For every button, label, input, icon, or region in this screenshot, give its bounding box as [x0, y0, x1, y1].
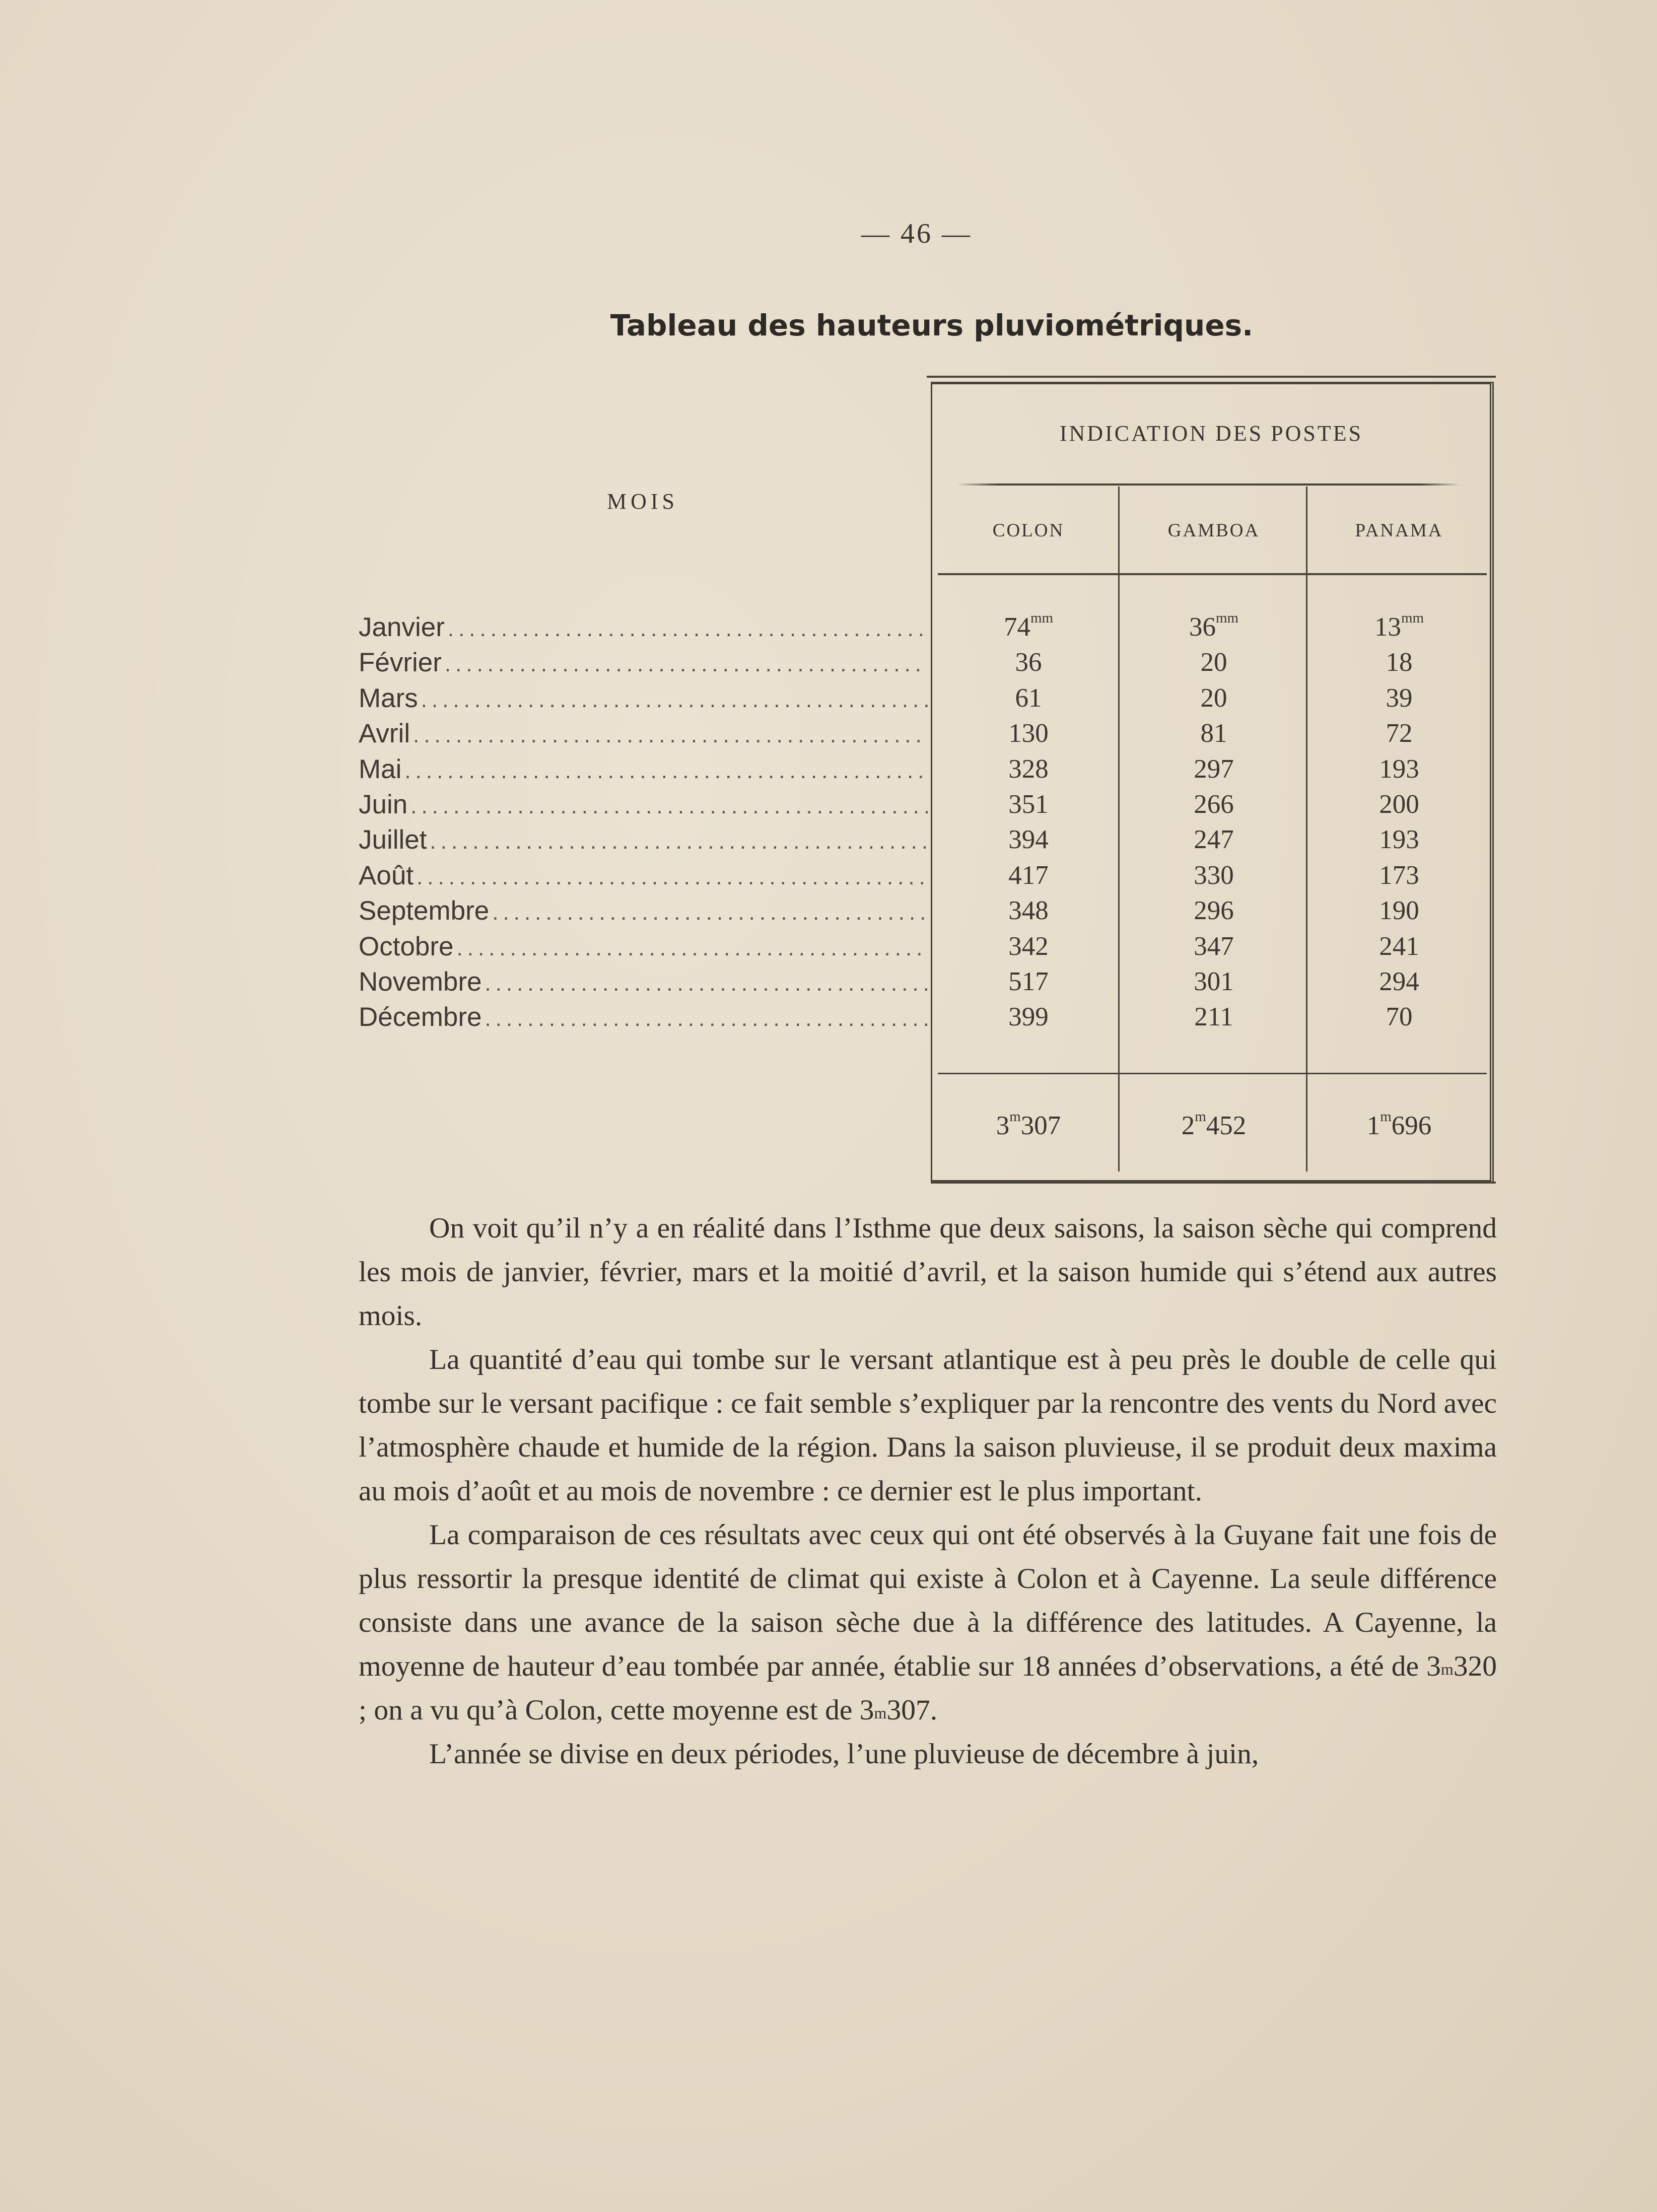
gamboa-values	[1121, 612, 1307, 1038]
paragraph: La comparaison de ces résultats avec ceux qui ont été observés à la Guyane fait une fois de plus ressortir la presque identité de climat qui existe à Colon et à Cayenne. La seule différence consiste dans une avance de la saison sèche due à la différence des latitudes. A Cayenne, la moyenne de hauteur d’eau tombée par année, établie sur 18 années d’observations, a été de 3$^m$320 ; on a vu qu’à Colon, cette moyenne est de 3$^m$307.	[359, 1519, 1497, 1726]
stations-group-header: INDICATION DES POSTES	[1059, 421, 1363, 446]
panama-value-cell: 39	[1386, 683, 1413, 713]
panama-values	[1308, 612, 1490, 1038]
paragraph: On voit qu’il n’y a en réalité dans l’Isthme que deux saisons, la saison sèche qui comprend les mois de janvier, février, mars et la moitié d’avril, et la saison humide qui s’étend aux autres mois.	[359, 1212, 1497, 1332]
header-underline	[938, 573, 1487, 575]
group-header-brace	[957, 483, 1461, 486]
leader-dots	[421, 687, 928, 713]
gamboa-value-cell: 296	[1194, 896, 1234, 926]
month-label: Juin	[359, 789, 408, 819]
colon-value-cell: $74^{mm}$	[1003, 610, 1054, 642]
colon-total: 3$^m$307	[996, 1109, 1061, 1140]
month-row	[359, 683, 928, 718]
colon-value-cell: 394	[1008, 825, 1049, 855]
month-label: Janvier	[359, 612, 445, 642]
table-top-rule	[927, 376, 1496, 378]
colon-value-cell: 36	[1015, 648, 1042, 677]
month-label: Mai	[359, 754, 402, 784]
panama-value-cell: 193	[1379, 825, 1419, 855]
month-row	[359, 860, 928, 895]
month-row	[359, 754, 928, 789]
leader-dots	[404, 758, 928, 784]
month-row	[359, 718, 928, 753]
gamboa-value-cell: 297	[1194, 754, 1234, 784]
month-label: Septembre	[359, 896, 490, 926]
month-row	[359, 789, 928, 824]
month-label: Mars	[359, 683, 418, 713]
gamboa-value-cell: 20	[1200, 648, 1227, 677]
colon-value-cell: 399	[1008, 1002, 1049, 1032]
month-row	[359, 612, 928, 647]
gamboa-value-cell: $36^{mm}$	[1189, 610, 1239, 642]
month-list	[359, 612, 928, 1038]
table-title: Tableau des hauteurs pluviométriques.	[610, 308, 1254, 342]
gamboa-value-cell: 330	[1194, 860, 1234, 890]
gamboa-column-header: GAMBOA	[1167, 520, 1260, 541]
colon-value-cell: 130	[1008, 719, 1049, 748]
panama-value-cell: 70	[1386, 1002, 1413, 1032]
leader-dots	[448, 616, 928, 642]
colon-value-cell: 417	[1008, 860, 1049, 890]
panama-column-header: PANAMA	[1355, 520, 1443, 541]
month-label: Décembre	[359, 1002, 482, 1032]
colon-value-cell: 61	[1015, 683, 1042, 713]
paragraph: La quantité d’eau qui tombe sur le versant atlantique est à peu près le double de celle qui tombe sur le versant pacifique : ce fait semble s’expliquer par la rencontre des vents du Nord avec l’atmosphère chaude et humide de la région. Dans la saison pluvieuse, il se produit deux maxima au mois d’août et au mois de novembre : ce dernier est le plus important.	[359, 1344, 1497, 1507]
panama-value-cell: 241	[1379, 931, 1419, 961]
sum-rule	[938, 1073, 1487, 1074]
panama-total: 1$^m$696	[1366, 1109, 1432, 1140]
colon-values	[938, 612, 1119, 1038]
leader-dots	[430, 829, 928, 854]
table-bottom-rule	[931, 1182, 1496, 1184]
month-row	[359, 966, 928, 1002]
month-row	[359, 1002, 928, 1037]
leader-dots	[457, 936, 928, 961]
colon-value-cell: 328	[1008, 754, 1049, 784]
month-row	[359, 824, 928, 860]
gamboa-value-cell: 211	[1194, 1002, 1233, 1032]
gamboa-value-cell: 301	[1194, 966, 1234, 996]
leader-dots	[410, 794, 928, 819]
leader-dots	[413, 723, 928, 748]
leader-dots	[445, 652, 928, 677]
month-label: Avril	[359, 719, 410, 749]
unit-label: mm	[1215, 610, 1239, 626]
panama-value-cell: 190	[1379, 896, 1419, 926]
colon-value-cell: 351	[1008, 789, 1049, 819]
gamboa-value-cell: 347	[1194, 931, 1234, 961]
leader-dots	[492, 900, 928, 925]
body-text	[359, 1206, 1497, 1776]
panama-value-cell: 200	[1379, 789, 1419, 819]
month-label: Juillet	[359, 825, 427, 855]
panama-value-cell: 193	[1379, 754, 1419, 784]
panama-value-cell: 18	[1386, 648, 1413, 677]
panama-value-cell: $13^{mm}$	[1374, 610, 1424, 642]
panama-value-cell: 294	[1379, 966, 1419, 996]
month-row	[359, 895, 928, 931]
leader-dots	[485, 971, 928, 996]
page-number: — 46 —	[861, 218, 972, 249]
gamboa-value-cell: 81	[1200, 719, 1227, 748]
panama-value-cell: 72	[1386, 719, 1413, 748]
unit-label: mm	[1030, 610, 1054, 626]
month-label: Octobre	[359, 931, 454, 961]
gamboa-value-cell: 266	[1194, 789, 1234, 819]
gamboa-value-cell: 247	[1194, 825, 1234, 855]
gamboa-value-cell: 20	[1200, 683, 1227, 713]
unit-label: mm	[1401, 610, 1424, 626]
month-label: Février	[359, 648, 442, 678]
paragraph: L’année se divise en deux périodes, l’une pluvieuse de décembre à juin,	[429, 1738, 1259, 1770]
colon-column-header: COLON	[992, 520, 1065, 541]
colon-value-cell: 517	[1008, 966, 1049, 996]
month-label: Août	[359, 860, 414, 890]
gamboa-total: 2$^m$452	[1181, 1109, 1247, 1140]
colon-value-cell: 348	[1008, 896, 1049, 926]
leader-dots	[417, 865, 928, 890]
month-row	[359, 931, 928, 966]
colon-value-cell: 342	[1008, 931, 1049, 961]
mois-column-header: MOIS	[607, 489, 679, 514]
panama-value-cell: 173	[1379, 860, 1419, 890]
leader-dots	[485, 1006, 928, 1031]
month-row	[359, 647, 928, 682]
month-label: Novembre	[359, 966, 482, 997]
